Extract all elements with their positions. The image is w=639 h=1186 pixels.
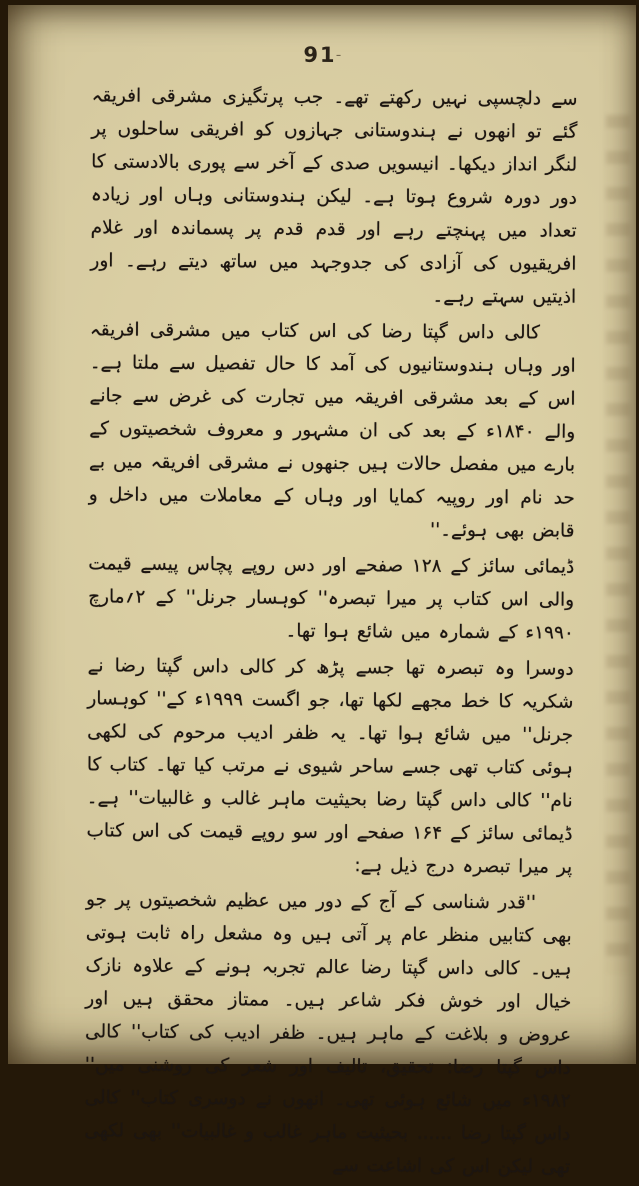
page-header	[92, 41, 578, 68]
paragraph: ڈیمائی سائز کے ۱۲۸ صفحے اور دس روپے پچاس پیسے قیمت والی اس کتاب پر میرا تبصرہ'' کوہسار جرنل'' کے ۲؍مارچ ۱۹۹۰ء کے شمارہ میں شائع ہوا تھا۔	[88, 547, 575, 649]
paragraph: دوسرا وہ تبصرہ تھا جسے پڑھ کر کالی داس گپتا رضا نے شکریہ کا خط مجھے لکھا تھا، جو اگست ۱۹۹۹ء کے'' کوہسار جرنل'' میں شائع ہوا تھا۔ یہ ظفر ادیب مرحوم کی لکھی ہوئی کتاب تھی جسے ساحر شیوی نے مرتب کیا تھا۔ کتاب کا نام'' کالی داس گپتا رضا بحیثیت ماہر غالب و غالبیات'' ہے۔ ڈیمائی سائز کے ۱۶۴ صفحے اور سو روپے قیمت کی اس کتاب پر میرا تبصرہ درج ذیل ہے:	[86, 649, 574, 883]
paragraph: سے دلچسپی نہیں رکھتے تھے۔ جب پرتگیزی مشرقی افریقہ گئے تو انھوں نے ہندوستانی جہازوں کو افریقی ساحلوں پر لنگر انداز دیکھا۔ انیسویں صدی کے آخر سے پوری بالادستی کا دور دورہ شروع ہوتا ہے۔ لیکن ہندوستانی وہاں اور زیادہ تعداد میں پہنچتے رہے اور قدم قدم پر پسماندہ اور غلام افریقیوں کی آزادی کی جدوجہد میں ساتھ دیتے رہے۔ اور اذیتیں سہتے رہے۔	[90, 79, 578, 313]
scan-artifact-mark: ـ	[337, 45, 341, 60]
paragraph: کالی داس گپتا رضا کی اس کتاب میں مشرقی افریقہ اور وہاں ہندوستانیوں کی آمد کا حال تفصیل سے ملتا ہے۔ اس کے بعد مشرقی افریقہ میں تجارت کی غرض سے جانے والے ۱۸۴۰ء کے بعد کی ان مشہور و معروف شخصیتوں کے بارے میں مفصل حالات ہیں جنھوں نے مشرقی افریقہ میں بے حد نام اور روپیہ کمایا اور وہاں کے معاملات میں داخل و قابض بھی ہوئے۔''	[88, 313, 576, 547]
paragraph-quote: ''قدر شناسی کے آج کے دور میں عظیم شخصیتوں پر جو بھی کتابیں منظر عام پر آتی ہیں وہ مشعل راہ ثابت ہوتی ہیں۔ کالی داس گپتا رضا عالم تجربہ ہونے کے علاوہ نازک خیال اور خوش فکر شاعر ہیں۔ ممتاز محقق ہیں اور عروض و بلاغت کے ماہر ہیں۔ ظفر ادیب کی کتاب'' کالی داس گپتا رضا: تحقیق، تالیف اور شعر کی روشنی میں'' ۱۹۸۲ء میں شائع ہوئی تھی۔ انھوں نے دوسری کتاب'' کالی داس گپتا رضا ...... بحیثیت ماہر غالب و غالبیات'' بھی لکھی تھی لیکن اس کی اشاعت سے	[84, 883, 572, 1183]
page-text-block	[84, 41, 578, 1185]
scanned-book-page	[8, 5, 636, 1064]
ink-bleed-marks	[606, 115, 630, 974]
page-number: 91	[303, 43, 336, 67]
